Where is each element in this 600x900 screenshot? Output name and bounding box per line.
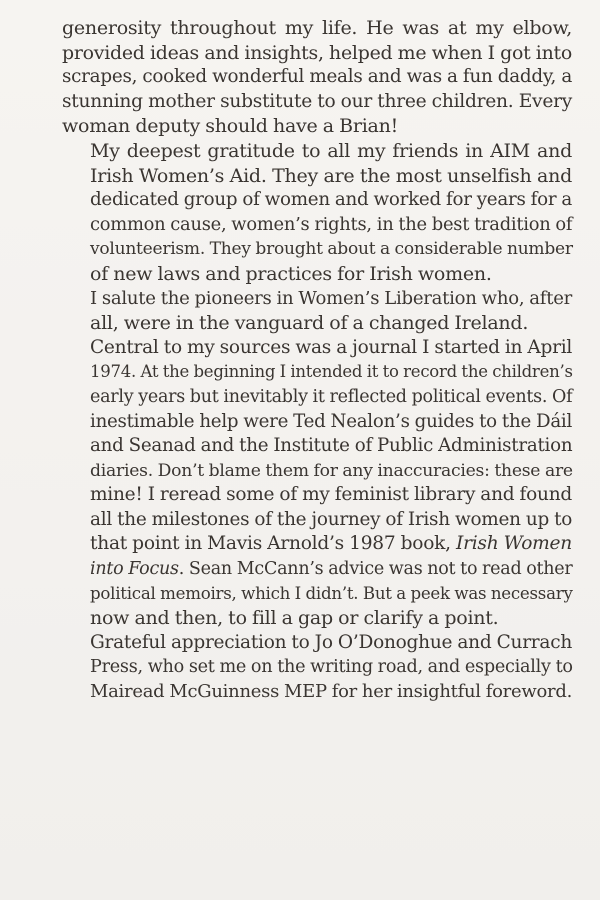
paragraph-brian bbox=[62, 16, 572, 139]
text-line: common cause, women’s rights, in the best tradition of bbox=[90, 213, 573, 235]
text-line: Central to my sources was a journal I started in April bbox=[90, 336, 573, 358]
book-title-italic: Irish Women bbox=[455, 533, 572, 555]
text-line: dedicated group of women and worked for years for a bbox=[90, 189, 573, 211]
text-line: and Seanad and the Institute of Public Administration bbox=[90, 435, 573, 457]
text-line: volunteerism. They brought about a considerable number bbox=[90, 239, 573, 260]
text-line: Grateful appreciation to Jo O’Donoghue and Currach bbox=[90, 631, 572, 653]
text-line: all the milestones of the journey of Irish women up to bbox=[90, 508, 573, 530]
text-line: Mairead McGuinness MEP for her insightful foreword. bbox=[90, 681, 573, 703]
text-line: generosity throughout my life. He was at my elbow, bbox=[62, 17, 572, 39]
text-line: Irish Women’s Aid. They are the most unselfish and bbox=[90, 164, 572, 187]
paragraph-currach bbox=[62, 631, 572, 705]
text-line: My deepest gratitude to all my friends in AIM and bbox=[90, 139, 572, 162]
text-fragment: . Sean McCann’s advice was not to read other bbox=[178, 559, 573, 580]
text-line: 1974. At the beginning I intended it to record the children’s bbox=[90, 362, 573, 382]
text-line: now and then, to fill a gap or clarify a point. bbox=[90, 607, 499, 630]
text-line: of new laws and practices for Irish women. bbox=[90, 262, 492, 285]
text-line: I salute the pioneers in Women’s Liberation who, after bbox=[90, 287, 573, 309]
text-fragment: that point in Mavis Arnold’s 1987 book, bbox=[90, 533, 456, 555]
paragraph-sources bbox=[62, 336, 572, 631]
text-line: all, were in the vanguard of a changed Ireland. bbox=[90, 312, 529, 335]
text-line-with-book-title bbox=[62, 532, 572, 557]
text-line: stunning mother substitute to our three children. Every bbox=[62, 90, 572, 112]
text-line: woman deputy should have a Brian! bbox=[62, 115, 398, 138]
paragraph-pioneers bbox=[62, 287, 572, 336]
text-line: Press, who set me on the writing road, and especially to bbox=[90, 657, 573, 678]
text-line: mine! I reread some of my feminist library and found bbox=[90, 484, 572, 506]
text-line: early years but inevitably it reflected political events. Of bbox=[90, 386, 573, 407]
page-text bbox=[62, 16, 572, 705]
text-line: provided ideas and insights, helped me when I got into bbox=[62, 41, 572, 64]
text-line: political memoirs, which I didn’t. But a peek was necessary bbox=[90, 583, 573, 603]
text-line: inestimable help were Ted Nealon’s guides to the Dáil bbox=[90, 410, 573, 432]
book-title-italic: into Focus bbox=[90, 559, 179, 580]
text-line-with-book-title bbox=[62, 557, 572, 582]
text-line: diaries. Don’t blame them for any inaccuracies: these are bbox=[90, 460, 573, 481]
paragraph-aim bbox=[62, 139, 572, 287]
text-line: scrapes, cooked wonderful meals and was a fun daddy, a bbox=[62, 66, 572, 88]
